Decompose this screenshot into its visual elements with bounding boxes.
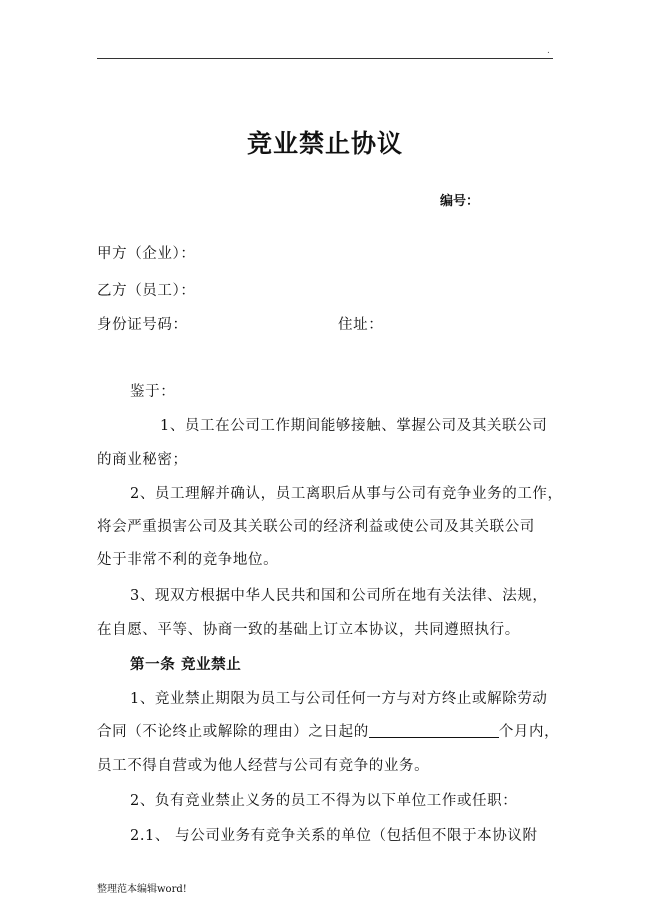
footer-text: 整理范本编辑word! <box>97 884 187 895</box>
whereas-item3-line2: 在自愿、平等、协商一致的基础上订立本协议，共同遵照执行。 <box>97 622 520 638</box>
whereas-item2-line1: 2、员工理解并确认，员工离职后从事与公司有竞争业务的工作， <box>130 486 563 502</box>
party-b-label: 乙方（员工）： <box>97 283 196 299</box>
article1-p21: 2.1、 与公司业务有竞争关系的单位（包括但不限于本协议附 <box>130 828 538 844</box>
document-title: 竞业禁止协议 <box>246 129 403 158</box>
party-a-label: 甲方（企业）： <box>97 246 196 262</box>
article1-p1-line2-post: 个月内， <box>498 724 560 740</box>
whereas-item3-line1: 3、现双方根据中华人民共和国和公司所在地有关法律、法规， <box>130 588 548 604</box>
article1-p1-line3: 员工不得自营或为他人经营与公司有竞争的业务。 <box>97 758 430 774</box>
contract-number-label: 编号： <box>440 194 480 209</box>
article1-p1-line1: 1、竞业禁止期限为员工与公司任何一方与对方终止或解除劳动 <box>130 691 548 707</box>
whereas-item1-line1: 1、员工在公司工作期间能够接触、掌握公司及其关联公司 <box>160 418 548 434</box>
article1-heading: 第一条 竞业禁止 <box>130 657 242 673</box>
whereas-label: 鉴于： <box>130 384 176 400</box>
article1-p2: 2、负有竞业禁止义务的员工不得为以下单位工作或任职： <box>130 793 518 809</box>
header-rule <box>97 58 553 59</box>
whereas-item1-line2: 的商业秘密； <box>97 452 188 468</box>
address-label: 住址： <box>338 317 384 333</box>
id-number-label: 身份证号码： <box>97 317 188 333</box>
article1-p1-line2 <box>97 720 559 741</box>
whereas-item2-line2: 将会严重损害公司及其关联公司的经济利益或使公司及其关联公司 <box>97 519 535 535</box>
header-dot: . <box>547 46 550 56</box>
whereas-item2-line3: 处于非常不利的竞争地位。 <box>97 552 279 568</box>
article1-p1-line2-pre: 合同（不论终止或解除的理由）之日起的 <box>97 724 369 740</box>
months-blank <box>369 723 499 738</box>
